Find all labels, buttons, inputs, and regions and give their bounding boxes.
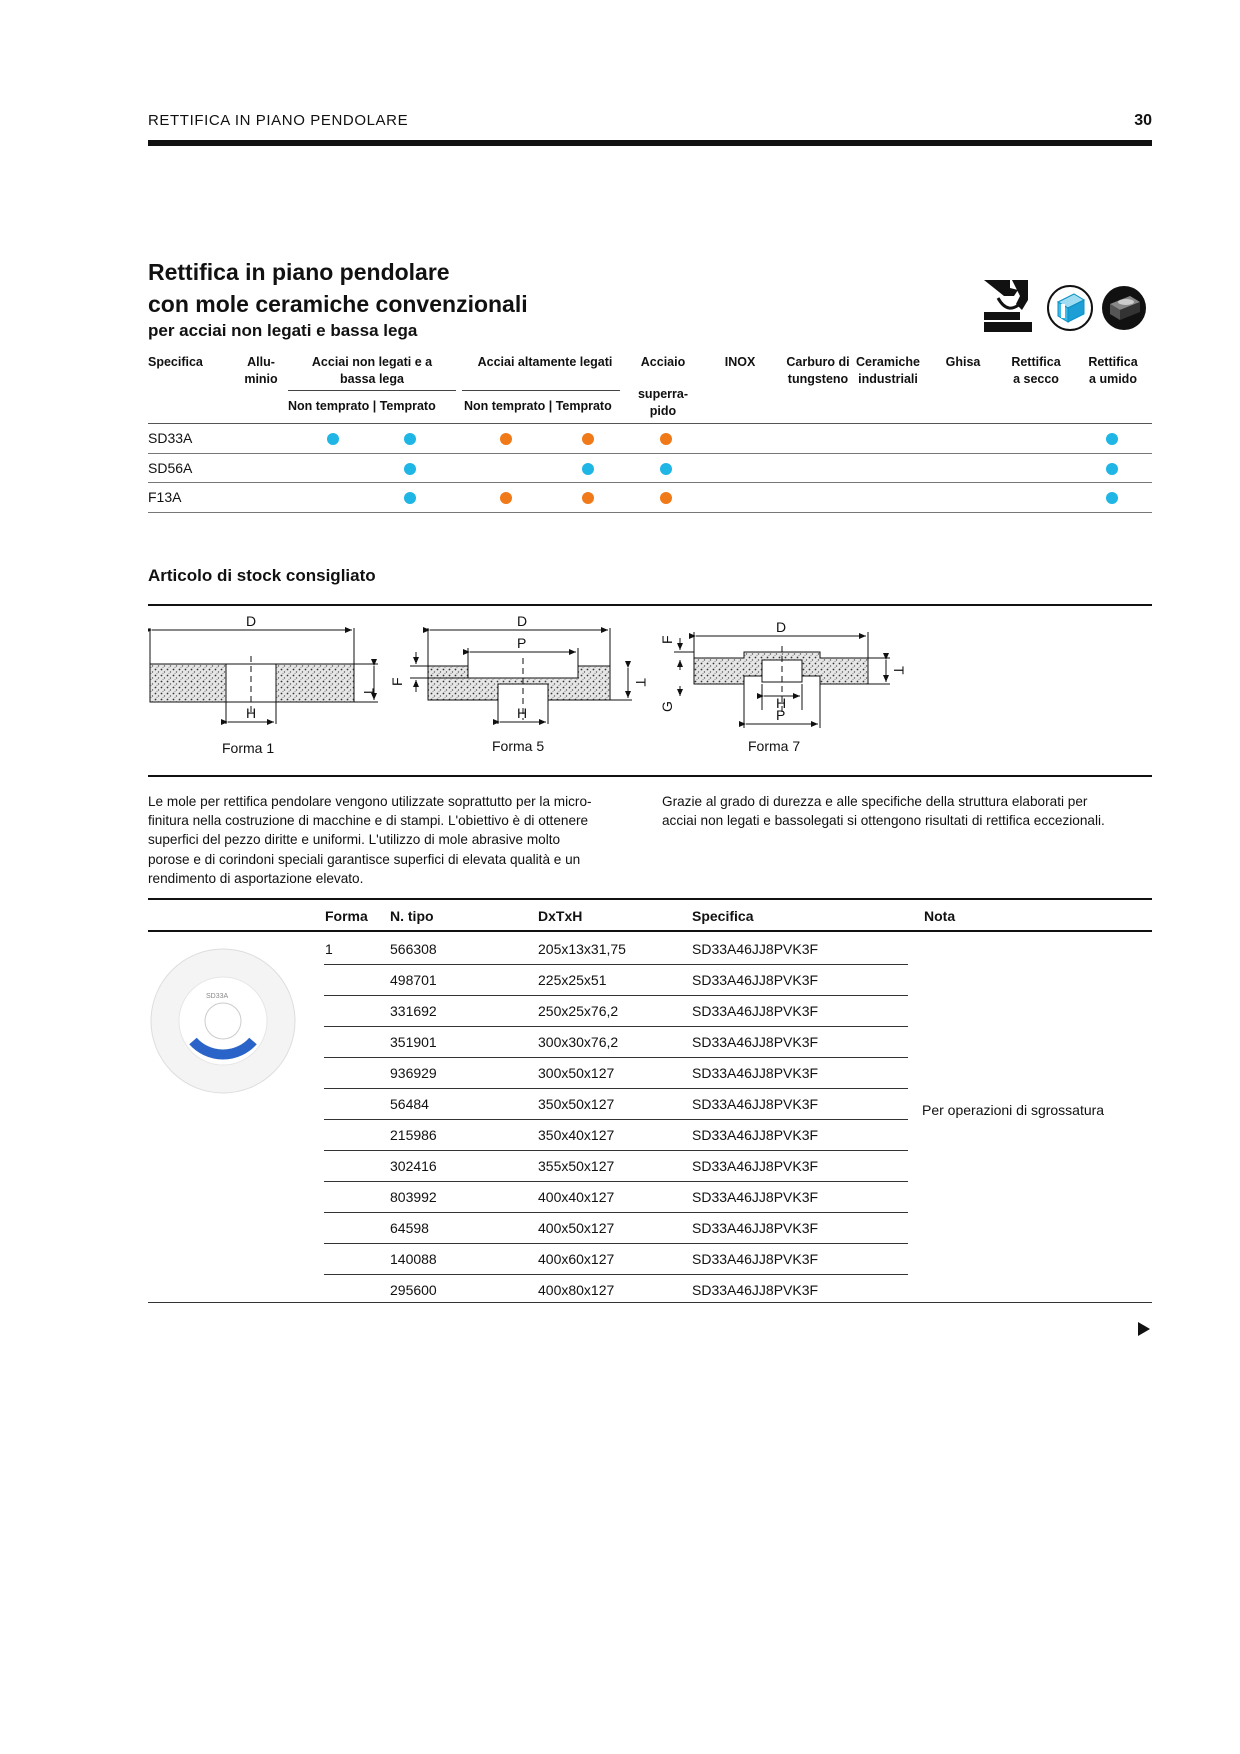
table-row: [148, 934, 908, 965]
cell-dim: 400x50x127: [538, 1220, 615, 1236]
cell-spec: SD33A46JJ8PVK3F: [692, 1220, 819, 1236]
forma-5-dim-d: D: [517, 613, 528, 629]
cell-ntipo: 331692: [390, 1003, 437, 1019]
spec-row: [148, 483, 1152, 513]
cell-dim: 300x50x127: [538, 1065, 615, 1081]
cell-dim: 350x50x127: [538, 1096, 615, 1112]
table-row: [148, 996, 908, 1027]
subheader-temprato-1: Non temprato | Temprato: [288, 399, 436, 413]
col-alluminio: Allu- minio: [244, 355, 278, 386]
surface-grinding-icon: [982, 276, 1038, 334]
suitability-dot-orange: [500, 492, 512, 504]
forma-5-label: Forma 5: [492, 738, 545, 754]
cell-dim: 350x40x127: [538, 1127, 615, 1143]
table-row: [148, 965, 908, 996]
table-row: [148, 1120, 908, 1151]
col-rettifica-umido: Rettifica a umido: [1088, 355, 1138, 386]
header-rule: [148, 140, 1152, 146]
description-right: Grazie al grado di durezza e alle specifiche della struttura elaborati per acciai non legati e bassolegati si ottengono risultati di rettifica eccezionali.: [662, 794, 1105, 829]
page-number: 30: [1134, 112, 1152, 129]
cell-ntipo: 64598: [390, 1220, 429, 1236]
page-header: [148, 112, 1152, 136]
cell-dim: 355x50x127: [538, 1158, 615, 1174]
spec-name: F13A: [148, 489, 182, 505]
suitability-dot-blue: [1106, 463, 1118, 475]
forma-7-dim-d: D: [776, 619, 787, 635]
spec-name: SD33A: [148, 430, 193, 446]
suitability-dot-blue: [404, 463, 416, 475]
application-icons: [982, 276, 1152, 338]
cell-forma: 1: [325, 941, 333, 957]
suitability-dot-orange: [660, 492, 672, 504]
section-rule: [148, 604, 1152, 606]
cell-ntipo: 140088: [390, 1251, 437, 1267]
suitability-dot-blue: [582, 463, 594, 475]
table-bottom-rule: [148, 1302, 1152, 1303]
suitability-dot-blue: [1106, 492, 1118, 504]
col-ntipo: N. tipo: [390, 908, 434, 924]
wheel-shape-drawings: [148, 608, 1152, 768]
product-note: Per operazioni di sgrossatura: [922, 1102, 1105, 1118]
cell-ntipo: 295600: [390, 1282, 437, 1298]
cell-spec: SD33A46JJ8PVK3F: [692, 1282, 819, 1298]
forma-1-drawing: [150, 628, 378, 724]
cell-ntipo: 56484: [390, 1096, 429, 1112]
forma-7-dim-p: P: [776, 707, 786, 723]
cell-ntipo: 936929: [390, 1065, 437, 1081]
cell-spec: SD33A46JJ8PVK3F: [692, 1158, 819, 1174]
cell-spec: SD33A46JJ8PVK3F: [692, 1251, 819, 1267]
description-left: Le mole per rettifica pendolare vengono utilizzate soprattutto per la micro- finitura nella costruzione di macchine e di stampi. L'obiettivo è di ottenere superfici del pezzo diritte e uniformi. L'utilizzo di mole abrasive molto porose e di corindoni speciali garantisce superfici di elevata qualità e un rendimento di asportazione elevato.: [148, 794, 592, 886]
header-title: RETTIFICA IN PIANO PENDOLARE: [148, 112, 409, 129]
product-table-header: [148, 898, 1152, 932]
table-row: [148, 1182, 908, 1213]
suitability-dot-blue: [660, 463, 672, 475]
cell-dim: 205x13x31,75: [538, 941, 626, 957]
cell-ntipo: 498701: [390, 972, 437, 988]
stock-section-title: Articolo di stock consigliato: [148, 566, 376, 585]
header-underline: [288, 390, 456, 391]
col-acciaio: Acciaio: [640, 355, 686, 369]
cell-spec: SD33A46JJ8PVK3F: [692, 1003, 819, 1019]
forma-5-dim-f: F: [389, 677, 405, 686]
cell-spec: SD33A46JJ8PVK3F: [692, 972, 819, 988]
col-nota: Nota: [924, 908, 956, 924]
page-title-line-1: Rettifica in piano pendolare: [148, 259, 450, 285]
cell-dim: 400x60x127: [538, 1251, 615, 1267]
forma-7-dim-h: H: [776, 695, 787, 711]
table-row: [148, 1058, 908, 1089]
material-spec-table: [148, 354, 1152, 513]
forma-1-dim-t: T: [361, 688, 377, 697]
grinding-wheel-icon: [1100, 284, 1148, 332]
cell-spec: SD33A46JJ8PVK3F: [692, 1065, 819, 1081]
suitability-dot-blue: [327, 433, 339, 445]
header-underline: [462, 390, 620, 391]
table-row: [148, 1244, 908, 1275]
spec-name: SD56A: [148, 459, 193, 476]
col-specifica: Specifica: [692, 908, 754, 924]
cell-ntipo: 351901: [390, 1034, 437, 1050]
spec-row: [148, 454, 1152, 484]
spec-table-header: [148, 354, 1152, 424]
cell-dim: 250x25x76,2: [538, 1003, 619, 1019]
forma-7-dim-f: F: [659, 635, 675, 644]
forma-5-dim-p: P: [517, 635, 527, 651]
section-rule: [148, 775, 1152, 777]
cell-dim: 400x40x127: [538, 1189, 615, 1205]
cell-ntipo: 566308: [390, 941, 437, 957]
suitability-dot-blue: [404, 492, 416, 504]
col-ceramiche: Ceramiche industriali: [856, 355, 920, 386]
table-row: [148, 1089, 908, 1120]
col-ghisa: Ghisa: [945, 355, 981, 369]
cell-dim: 300x30x76,2: [538, 1034, 619, 1050]
cell-spec: SD33A46JJ8PVK3F: [692, 1189, 819, 1205]
col-dxtxh: DxTxH: [538, 908, 583, 924]
forma-7-dim-t: T: [891, 666, 907, 675]
cell-dim: 400x80x127: [538, 1282, 615, 1298]
cell-ntipo: 215986: [390, 1127, 437, 1143]
table-row: [148, 1213, 908, 1244]
cell-spec: SD33A46JJ8PVK3F: [692, 1096, 819, 1112]
svg-text:SD33A: SD33A: [206, 993, 229, 1000]
cell-spec: SD33A46JJ8PVK3F: [692, 1127, 819, 1143]
cell-ntipo: 803992: [390, 1189, 437, 1205]
page-title-line-2: con mole ceramiche convenzionali: [148, 291, 528, 317]
page-subtitle: per acciai non legati e bassa lega: [148, 321, 418, 340]
forma-5-dim-h: H: [517, 705, 528, 721]
table-row: [148, 1027, 908, 1058]
col-carburo: Carburo di tungsteno: [786, 355, 850, 386]
col-inox: INOX: [724, 355, 756, 369]
suitability-dot-orange: [500, 433, 512, 445]
forma-1-dim-d: D: [246, 613, 257, 629]
suitability-dot-orange: [582, 433, 594, 445]
next-page-arrow-icon[interactable]: [1138, 1322, 1150, 1336]
table-row: [148, 1151, 908, 1182]
cell-spec: SD33A46JJ8PVK3F: [692, 941, 819, 957]
col-rettifica-secco: Rettifica a secco: [1011, 355, 1061, 386]
forma-1-label: Forma 1: [222, 740, 275, 756]
forma-7-dim-g: G: [659, 701, 675, 712]
subheader-temprato-2: Non temprato | Temprato: [464, 399, 612, 413]
forma-7-label: Forma 7: [748, 738, 801, 754]
col-forma: Forma: [325, 908, 368, 924]
col-superrapido: superra- pido: [637, 387, 689, 418]
suitability-dot-blue: [404, 433, 416, 445]
suitability-dot-orange: [582, 492, 594, 504]
title-block: [148, 256, 968, 342]
water-cooling-icon: [1046, 284, 1094, 332]
cell-spec: SD33A46JJ8PVK3F: [692, 1034, 819, 1050]
col-specifica: Specifica: [148, 355, 203, 369]
col-acciai-legati: Acciai altamente legati: [477, 355, 613, 369]
forma-1-dim-h: H: [246, 705, 257, 721]
spec-row: [148, 424, 1152, 454]
suitability-dot-blue: [1106, 433, 1118, 445]
cell-dim: 225x25x51: [538, 972, 607, 988]
forma-5-dim-t: T: [633, 678, 649, 687]
cell-ntipo: 302416: [390, 1158, 437, 1174]
shape-diagrams: [148, 608, 1152, 768]
suitability-dot-orange: [660, 433, 672, 445]
col-acciai-non-legati: Acciai non legati e a bassa lega: [311, 355, 433, 386]
